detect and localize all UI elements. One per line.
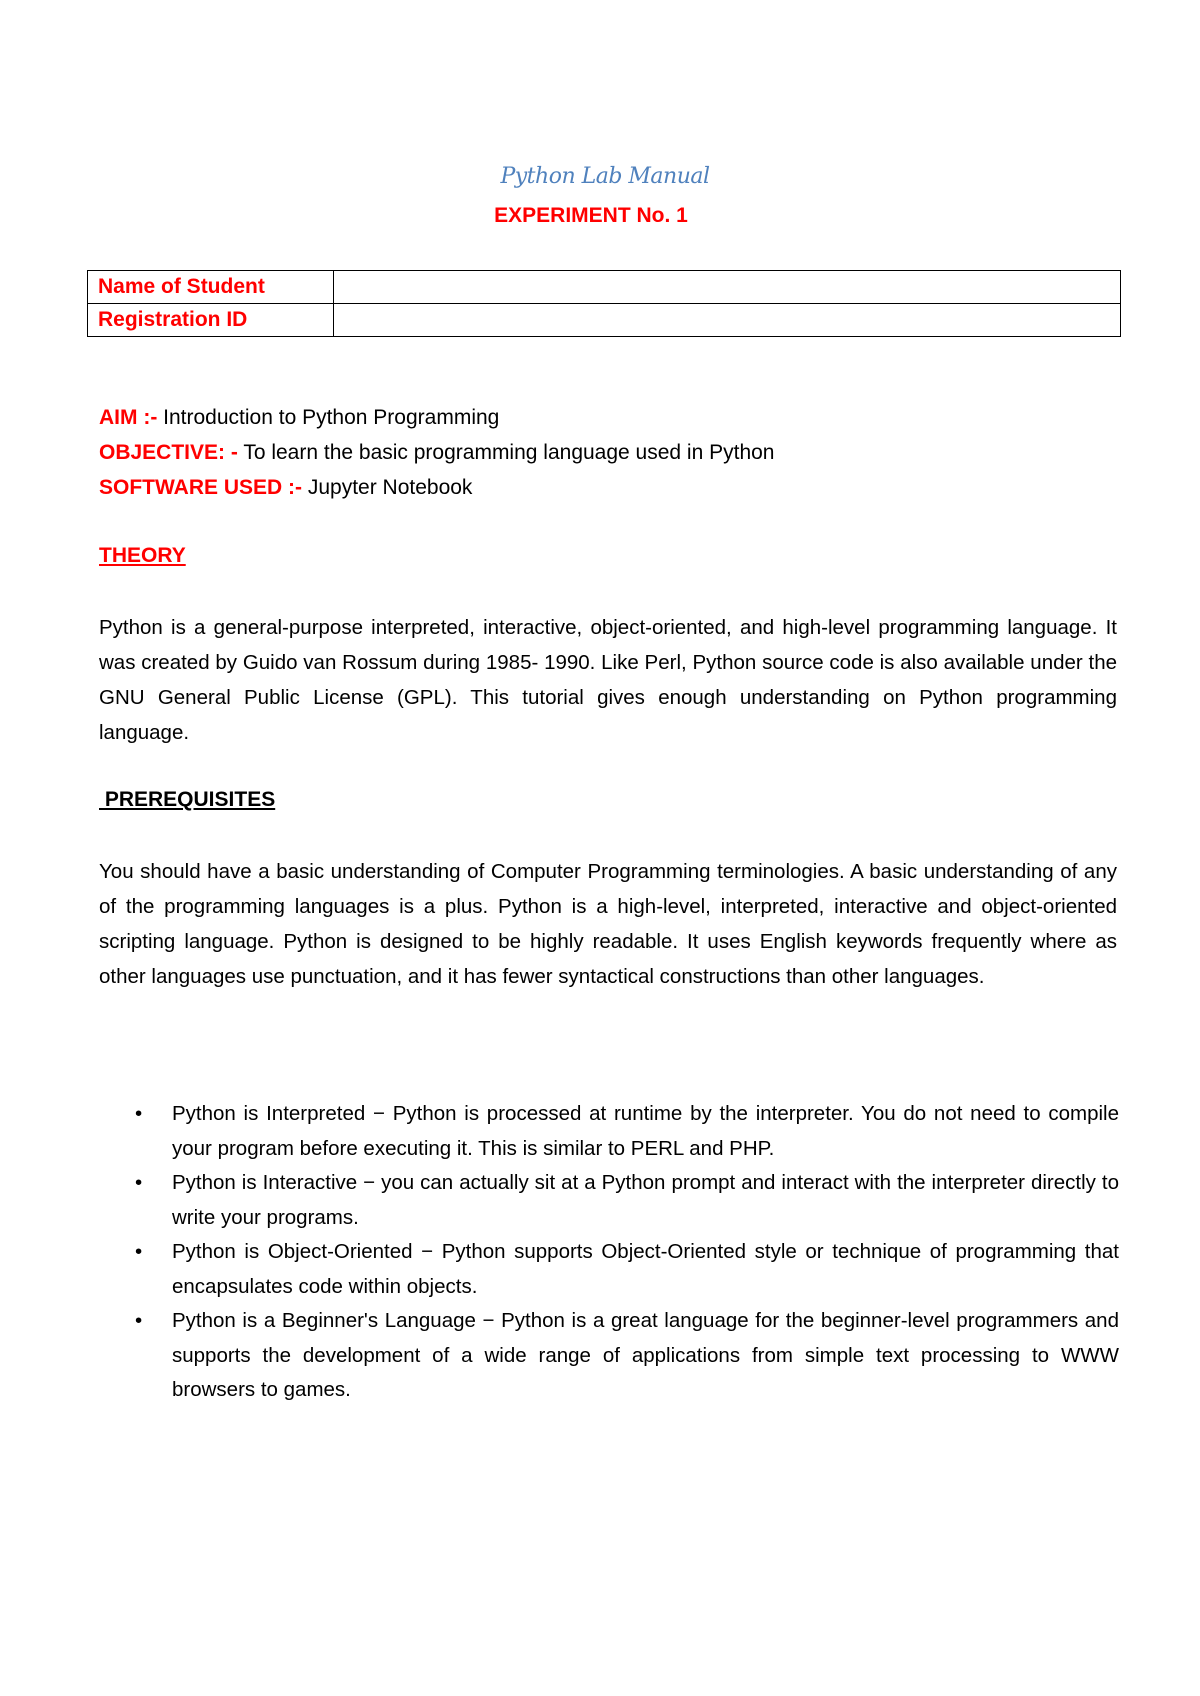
list-item [135, 1304, 1119, 1408]
software-text: Jupyter Notebook [302, 476, 473, 499]
list-item-text: Python is Interpreted − Python is processed at runtime by the interpreter. You do not need to compile your program before executing it. This is similar to PERL and PHP. [172, 1102, 1119, 1160]
software-line [99, 476, 472, 500]
objective-label: OBJECTIVE: - [99, 441, 238, 464]
bullet-icon: • [135, 1240, 143, 1263]
document-title: Python Lab Manual [500, 164, 710, 189]
name-of-student-value[interactable] [334, 271, 1121, 304]
table-row [88, 271, 1121, 304]
prerequisites-paragraph: You should have a basic understanding of Computer Programming terminologies. A basic understanding of any of the programming languages is a plus. Python is a high-level, interpreted, interactive and object-oriented scripting language. Python is designed to be highly readable. It uses English keywords frequently where as other languages use punctuation, and it has fewer syntactical constructions than other languages. [99, 860, 1117, 988]
aim-line [99, 406, 499, 430]
registration-id-value[interactable] [334, 304, 1121, 337]
bullet-icon: • [135, 1102, 143, 1125]
list-item-text: Python is a Beginner's Language − Python is a great language for the beginner-level programmers and supports the development of a wide range of applications from simple text processing to WWW browsers to games. [172, 1309, 1119, 1401]
bullet-icon: • [135, 1309, 143, 1332]
python-features-list [135, 1097, 1119, 1408]
list-item [135, 1166, 1119, 1235]
list-item [135, 1097, 1119, 1166]
table-row [88, 304, 1121, 337]
theory-paragraph: Python is a general-purpose interpreted, interactive, object-oriented, and high-level programming language. It was created by Guido van Rossum during 1985- 1990. Like Perl, Python source code is also available under the GNU General Public License (GPL). This tutorial gives enough understanding on Python programming language. [99, 616, 1117, 744]
theory-heading: THEORY [99, 544, 186, 567]
list-item-text: Python is Interactive − you can actually sit at a Python prompt and interact with the interpreter directly to write your programs. [172, 1171, 1119, 1229]
objective-line [99, 441, 774, 465]
aim-label: AIM :- [99, 406, 158, 429]
objective-text: To learn the basic programming language used in Python [237, 441, 775, 464]
list-item-text: Python is Object-Oriented − Python supports Object-Oriented style or technique of programming that encapsulates code within objects. [172, 1240, 1119, 1298]
aim-text: Introduction to Python Programming [157, 406, 500, 429]
list-item [135, 1235, 1119, 1304]
registration-id-label: Registration ID [88, 304, 334, 337]
experiment-number: EXPERIMENT No. 1 [494, 204, 688, 227]
bullet-icon: • [135, 1171, 143, 1194]
prerequisites-heading: PREREQUISITES [99, 788, 276, 811]
software-label: SOFTWARE USED :- [99, 476, 302, 499]
name-of-student-label: Name of Student [88, 271, 334, 304]
student-info-table [87, 270, 1121, 337]
